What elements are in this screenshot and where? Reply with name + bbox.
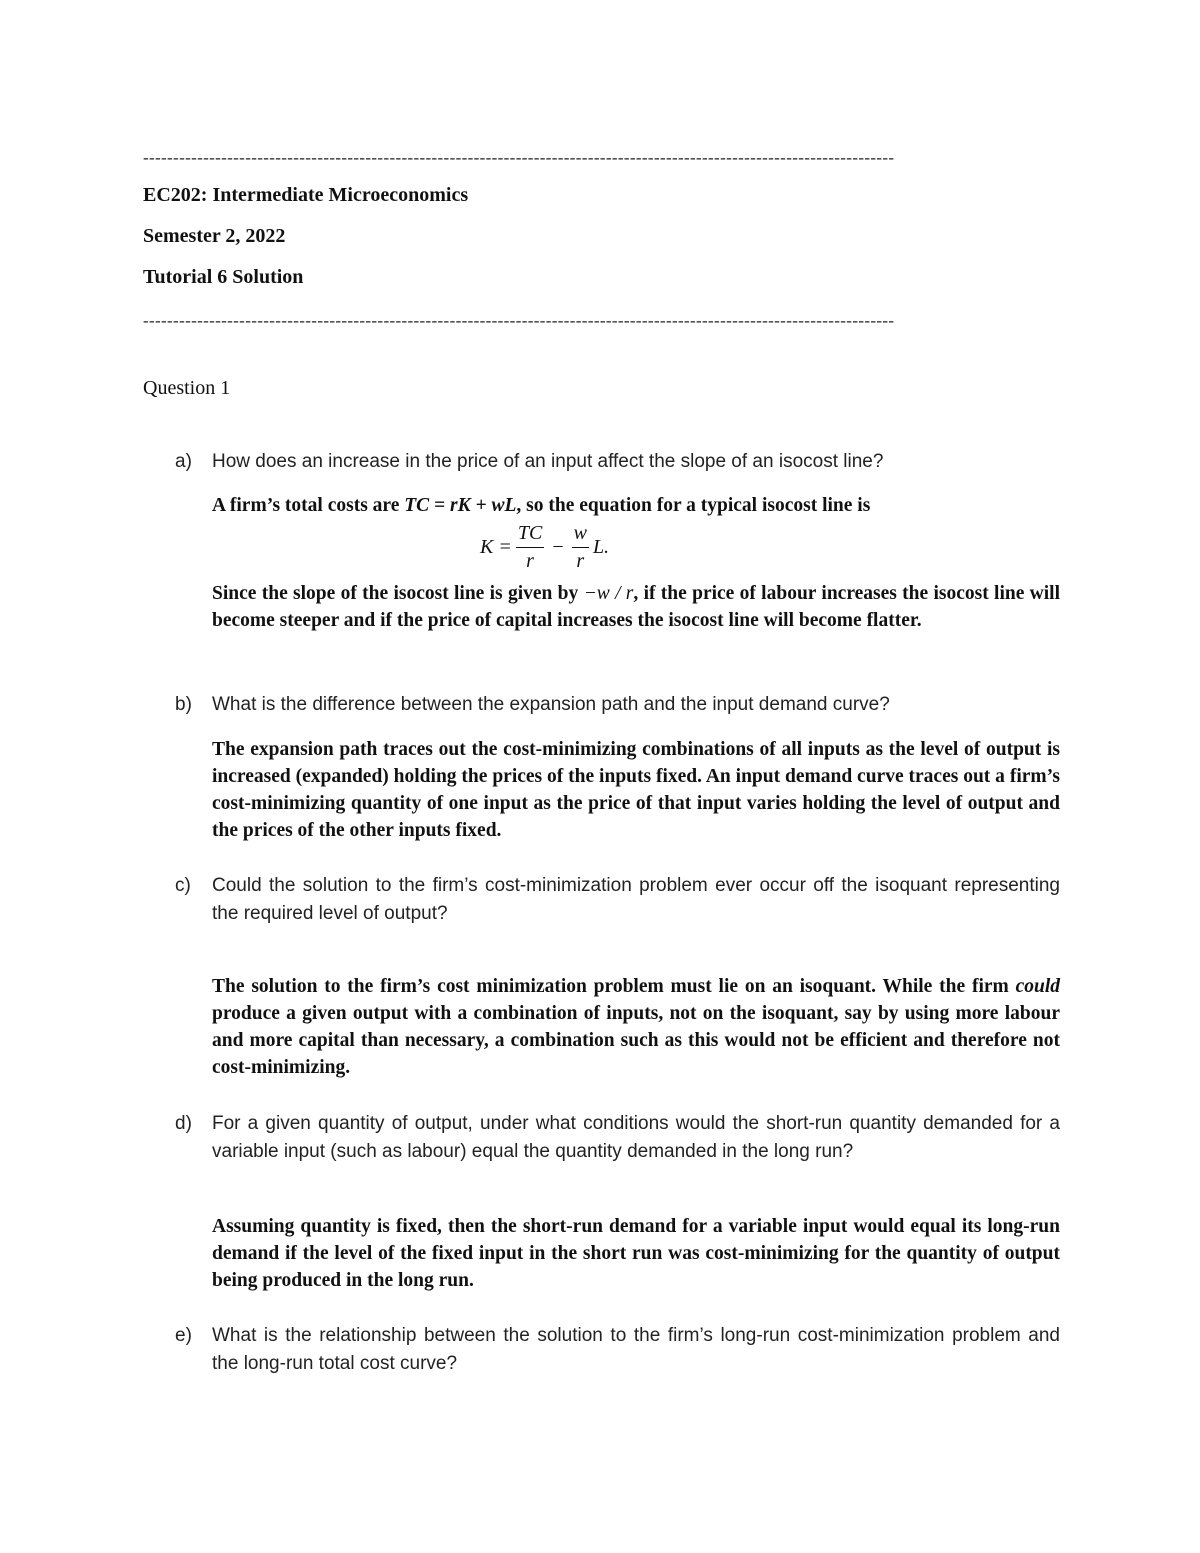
question-label: c) <box>175 875 191 896</box>
question-label: b) <box>175 694 192 715</box>
question-a <box>175 448 1060 476</box>
answer-d: Assuming quantity is fixed, then the short-run demand for a variable input would equal its long-run demand if the level of the fixed input in the short run was cost-minimizing for the quantity of output being produced in the long run. <box>212 1216 1060 1291</box>
question-text: What is the relationship between the solution to the firm’s long-run cost-minimization problem and the long-run total cost curve? <box>212 1325 1060 1374</box>
slope-expression: −w / r <box>583 583 634 604</box>
question-label: a) <box>175 451 192 472</box>
isocost-equation <box>480 522 609 573</box>
question-label: e) <box>175 1325 192 1346</box>
bottom-divider: ----------------------------------------------------------------------------------------------------------------------------- <box>143 311 895 330</box>
question-text: For a given quantity of output, under what conditions would the short-run quantity demanded for a variable input (such as labour) equal the quantity demanded in the long run? <box>212 1113 1060 1162</box>
question-c <box>175 872 1060 928</box>
semester-label: Semester 2, 2022 <box>143 225 286 247</box>
question-e <box>175 1322 1060 1378</box>
question-text: How does an increase in the price of an input affect the slope of an isocost line? <box>212 451 884 472</box>
question-text: What is the difference between the expansion path and the input demand curve? <box>212 694 890 715</box>
equation-lhs: K = <box>480 536 512 558</box>
question-d <box>175 1110 1060 1166</box>
fraction-tc-over-r: $\frac{TC}{r}$ <box>517 522 543 572</box>
answer-c: The solution to the firm’s cost minimization problem must lie on an isoquant. While the firm could produce a given output with a combination of inputs, not on the isoquant, say by using more labour and more capital than necessary, a combination such as this would not be efficient and therefore not cost-minimizing. <box>212 976 1060 1078</box>
equation-tail: L. <box>592 536 610 558</box>
minus-sign: − <box>552 536 564 558</box>
answer-b: The expansion path traces out the cost-minimizing combinations of all inputs as the level of output is increased (expanded) holding the prices of the inputs fixed. An input demand curve traces out a firm’s cost-minimizing quantity of one input as the price of that input varies holding the level of output and the prices of the other inputs fixed. <box>212 739 1060 841</box>
question-label: d) <box>175 1113 192 1134</box>
question-heading: Question 1 <box>143 377 231 399</box>
emphasis-could: could <box>1015 976 1060 997</box>
fraction-w-over-r: $\frac{w}{r}$ <box>573 522 587 572</box>
question-text: Could the solution to the firm’s cost-minimization problem ever occur off the isoquant representing the required level of output? <box>212 875 1060 924</box>
question-b <box>175 691 1060 719</box>
cost-formula: TC = rK + wL <box>404 495 517 516</box>
course-title: EC202: Intermediate Microeconomics <box>143 184 469 206</box>
top-divider: ----------------------------------------------------------------------------------------------------------------------------- <box>143 148 895 167</box>
tutorial-title: Tutorial 6 Solution <box>143 266 304 288</box>
answer-a-intro: A firm’s total costs are TC = rK + wL, so the equation for a typical isocost line is <box>212 495 871 516</box>
answer-a: Since the slope of the isocost line is given by −w / r, if the price of labour increases the isocost line will become steeper and if the price of capital increases the isocost line will become flatter. <box>212 583 1061 631</box>
